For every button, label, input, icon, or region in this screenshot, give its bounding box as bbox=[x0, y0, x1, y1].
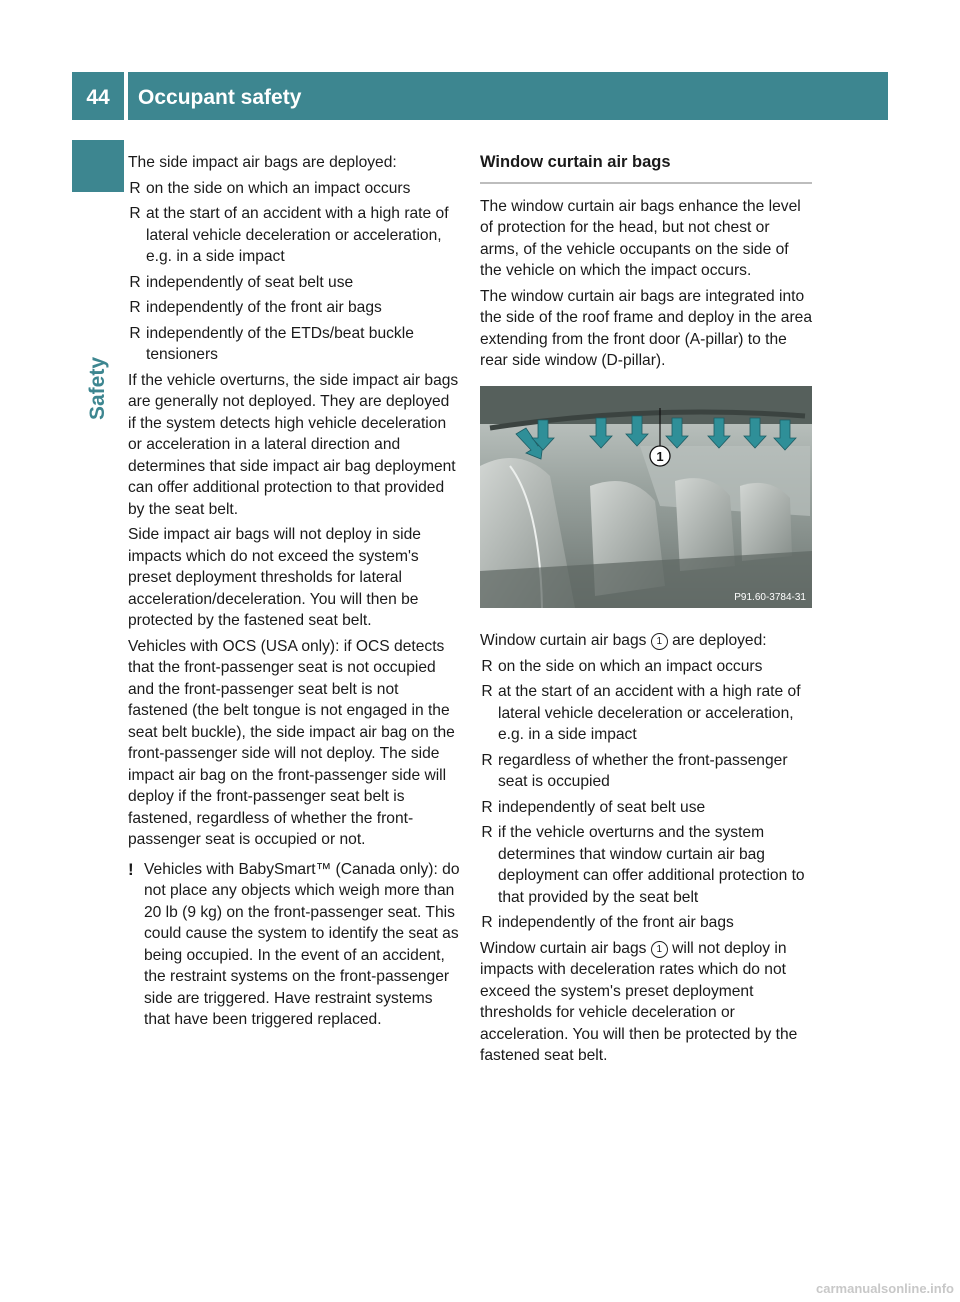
bullet-marker: R bbox=[129, 273, 141, 291]
bullet-marker: R bbox=[481, 798, 493, 816]
section-title: Occupant safety bbox=[138, 86, 302, 109]
list-item: R on the side on which an impact occurs bbox=[128, 178, 460, 200]
list-item: R independently of the front air bags bbox=[128, 297, 460, 319]
callout-marker: 1 bbox=[651, 633, 668, 650]
warning-note bbox=[128, 859, 460, 1031]
side-tab-text: Safety bbox=[86, 356, 109, 420]
bullet-marker: R bbox=[129, 324, 141, 342]
list-item: R independently of seat belt use bbox=[128, 272, 460, 294]
left-column bbox=[128, 152, 460, 1031]
paragraph-thresholds: Side impact air bags will not deploy in side impacts which do not exceed the system's preset deployment thresholds for lateral acceleration/deceleration. You will then be protected by the fastened seat belt. bbox=[128, 526, 421, 629]
exclamation-icon: ! bbox=[128, 859, 134, 879]
paragraph-protection: The window curtain air bags enhance the level of protection for the head, but not chest or arms, of the vehicle occupants on the side of the vehicle on which the impact occurs. bbox=[480, 197, 801, 279]
bullet-marker: R bbox=[129, 179, 141, 197]
side-airbag-intro: The side impact air bags are deployed: bbox=[128, 154, 397, 171]
paragraph-ocs: Vehicles with OCS (USA only): if OCS detects that the front-passenger seat is not occupied and the front-passenger seat belt is not fastened (the belt tongue is not engaged in the seat belt buckle), the side impact air bag on the front-passenger side will not deploy. The side impact air bag on the front-passenger side will deploy if the front-passenger seat belt is fastened, regardless of whether the front-passenger seat is occupied or not. bbox=[128, 637, 455, 848]
paragraph-no-deploy: Window curtain air bags 1 will not deploy in impacts with deceleration rates which do not exceed the system's preset deployment thresholds for vehicle deceleration or acceleration. You will then be protected by the fastened seat belt. bbox=[480, 939, 798, 1064]
roof-lining bbox=[480, 386, 812, 424]
bullet-marker: R bbox=[481, 751, 493, 769]
side-airbag-list bbox=[128, 178, 460, 366]
figure-code: P91.60-3784-31 bbox=[734, 591, 806, 603]
callout-number: 1 bbox=[656, 448, 664, 464]
list-item: R if the vehicle overturns and the system determines that window curtain air bag deployment can offer additional protection to that provided by the seat belt bbox=[481, 824, 805, 906]
callout-marker: 1 bbox=[651, 941, 668, 958]
list-item: R independently of the ETDs/beat buckle tensioners bbox=[129, 324, 414, 363]
bullet-marker: R bbox=[129, 205, 141, 222]
watermark: carmanualsonline.info bbox=[816, 1281, 954, 1296]
bullet-marker: R bbox=[481, 683, 493, 700]
figure-caption: Window curtain air bags 1 are deployed: bbox=[480, 632, 767, 649]
rear-seat-right bbox=[740, 482, 792, 560]
paragraph-integration: The window curtain air bags are integrated into the side of the roof frame and deploy in the area extending from the front door (A-pillar) to the rear side window (D-pillar). bbox=[480, 287, 813, 369]
list-item: R independently of seat belt use bbox=[480, 797, 812, 819]
header-separator bbox=[124, 72, 128, 120]
list-item: R independently of the front air bags bbox=[480, 912, 812, 934]
list-item: R at the start of an accident with a high rate of lateral vehicle deceleration or acceleration, e.g. in a side impact bbox=[129, 205, 449, 265]
warning-note-text: Vehicles with BabySmart™ (Canada only): do not place any objects which weigh more than 20 lb (9 kg) on the front-passenger seat. This could cause the system to identify the seat as being occupied. In the event of an accident, the restraint systems on the front-passenger side are triggered. Have restraint systems that have been triggered replaced. bbox=[144, 860, 460, 1028]
window-curtain-airbag-figure bbox=[480, 386, 812, 608]
list-item: R regardless of whether the front-passenger seat is occupied bbox=[481, 751, 788, 790]
page-number: 44 bbox=[86, 86, 110, 109]
side-tab-block bbox=[72, 140, 124, 192]
bullet-marker: R bbox=[481, 824, 493, 841]
window-curtain-list bbox=[480, 656, 812, 934]
bullet-marker: R bbox=[481, 657, 493, 675]
paragraph-overturn: If the vehicle overturns, the side impact air bags are generally not deployed. They are deployed if the system detects high vehicle deceleration or acceleration in a lateral direction and determines that side impact air bag deployment can offer additional protection to that provided by the seat belt. bbox=[128, 371, 459, 518]
list-item: R on the side on which an impact occurs bbox=[480, 656, 812, 678]
side-tab-label bbox=[86, 320, 116, 460]
bullet-marker: R bbox=[481, 914, 493, 931]
right-column bbox=[480, 152, 812, 1071]
bullet-marker: R bbox=[129, 299, 141, 316]
window-curtain-heading: Window curtain air bags bbox=[480, 152, 812, 184]
list-item: R at the start of an accident with a high rate of lateral vehicle deceleration or acceleration, e.g. in a side impact bbox=[481, 683, 801, 743]
